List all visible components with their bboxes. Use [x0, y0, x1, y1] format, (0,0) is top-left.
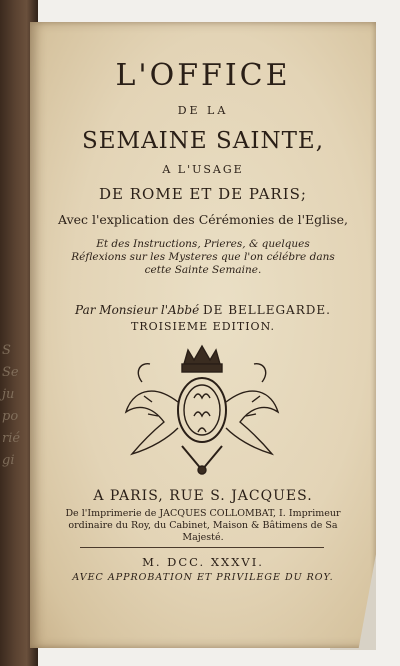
author-name: DE BELLEGARDE. [203, 303, 331, 317]
bleed-line: ju [2, 387, 15, 402]
title-line-3: SEMAINE SAINTE, [81, 128, 325, 154]
place: A PARIS, RUE S. JACQUES. [93, 488, 313, 504]
author-line [30, 303, 376, 317]
bleed-line: rié [2, 431, 21, 446]
bleed-line: Se [2, 365, 19, 380]
bleed-through-text [2, 340, 32, 472]
printer: De l'Imprimerie de JACQUES COLLOMBAT, I. Imprimeur ordinaire du Roy, du Cabinet, Maison & Bâtimens de Sa Majesté. [65, 508, 341, 543]
author-prefix: Par Monsieur l'Abbé [75, 303, 200, 317]
bleed-line: S [2, 343, 11, 358]
edition: TROISIEME EDITION. [131, 320, 275, 333]
description: Et des Instructions, Prieres, & quelques Réflexions sur les Mysteres que l'on célébre dans cette Sainte Semaine. [71, 238, 335, 276]
royal-arms-emblem [112, 342, 292, 482]
title-line-2: DE LA [177, 104, 229, 117]
title-line-4: A L'USAGE [162, 163, 244, 176]
title-line-1: L'OFFICE [115, 58, 291, 93]
subtitle: Avec l'explication des Cérémonies de l'Eglise, [58, 212, 348, 227]
divider [80, 547, 324, 548]
bleed-line: po [2, 409, 19, 424]
privilege: AVEC APPROBATION ET PRIVILEGE DU ROY. [72, 572, 334, 583]
year: M. DCC. XXXVI. [142, 555, 264, 569]
title-line-5: DE ROME ET DE PARIS; [99, 185, 307, 203]
bleed-line: gi [2, 453, 15, 468]
